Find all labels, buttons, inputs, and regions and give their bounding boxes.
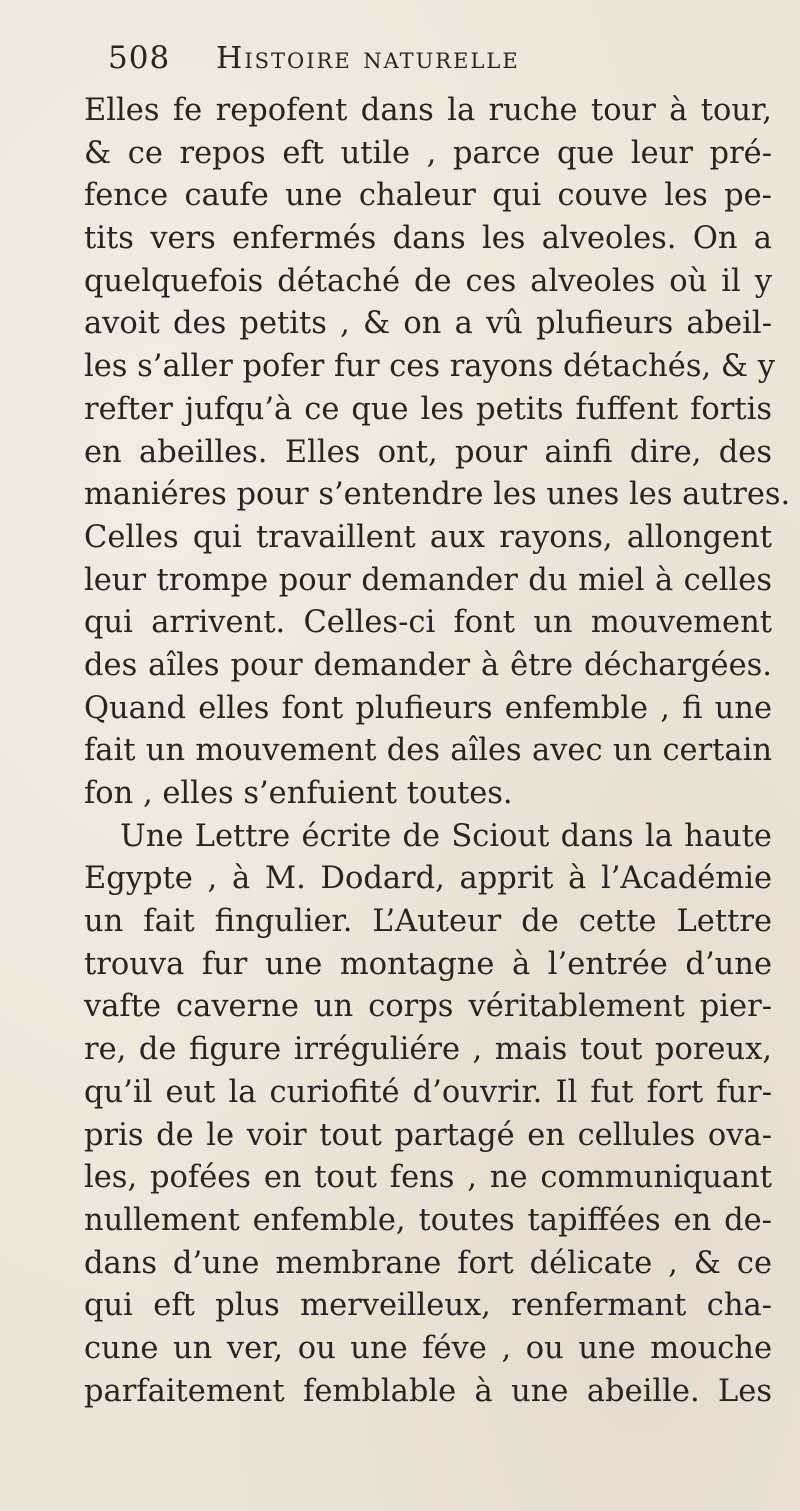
text-line: Elles fe repofent dans la ruche tour à tour, <box>84 93 772 128</box>
page-number: 508 <box>108 40 171 76</box>
text-line: tits vers enfermés dans les alveoles. On a <box>84 221 772 257</box>
text-line: Celles qui travaillent aux rayons, allongent <box>84 519 772 555</box>
text-line: quelquefois détaché de ces alveoles où il y <box>84 263 772 299</box>
running-head <box>108 40 760 84</box>
text-line: en abeilles. Elles ont, pour ainfi dire, des <box>84 434 772 470</box>
text-line: fon , elles s’enfuient toutes. <box>84 776 513 811</box>
text-line: fence caufe une chaleur qui couve les pe- <box>84 178 772 214</box>
text-line: fait un mouvement des aîles avec un certain <box>84 733 772 769</box>
text-line: des aîles pour demander à être déchargées. <box>84 647 772 683</box>
text-line: parfaitement femblable à une abeille. Les <box>84 1373 772 1409</box>
text-line: cune un ver, ou une féve , ou une mouche <box>84 1330 772 1366</box>
text-line: trouva fur une montagne à l’entrée d’une <box>84 946 772 982</box>
text-line: dans d’une membrane fort délicate , & ce <box>84 1245 772 1281</box>
text-line: qui arrivent. Celles-ci font un mouvement <box>84 605 772 641</box>
body-text <box>84 90 791 1413</box>
text-line: qui eft plus merveilleux, renfermant cha- <box>84 1288 772 1324</box>
text-line: les s’aller pofer fur ces rayons détachés, & y <box>84 349 775 385</box>
text-line: Une Lettre écrite de Sciout dans la haute <box>120 818 772 854</box>
text-line: refter jufqu’à ce que les petits fuffent fortis <box>84 391 772 427</box>
text-line: Quand elles font plufieurs enfemble , fi une <box>84 690 772 726</box>
text-line: vafte caverne un corps véritablement pier- <box>84 989 772 1025</box>
text-line: qu’il eut la curiofité d’ouvrir. Il fut fort fur- <box>84 1074 772 1110</box>
text-line: re, de figure irréguliére , mais tout poreux, <box>84 1032 772 1068</box>
text-line: avoit des petits , & on a vû plufieurs abeil- <box>84 306 772 342</box>
text-line: un fait fingulier. L’Auteur de cette Lettre <box>84 904 772 940</box>
text-line: Egypte , à M. Dodard, apprit à l’Académie <box>84 861 772 897</box>
text-line: maniéres pour s’entendre les unes les autres. <box>84 477 791 513</box>
text-line: pris de le voir tout partagé en cellules ova- <box>84 1117 772 1153</box>
text-line: nullement enfemble, toutes tapiffées en de- <box>84 1202 772 1238</box>
text-line: leur trompe pour demander du miel à celles <box>84 562 772 598</box>
text-line: & ce repos eft utile , parce que leur pré- <box>84 135 772 171</box>
text-line: les, pofées en tout fens , ne communiquant <box>84 1160 772 1196</box>
running-title: Histoire naturelle <box>216 41 520 76</box>
